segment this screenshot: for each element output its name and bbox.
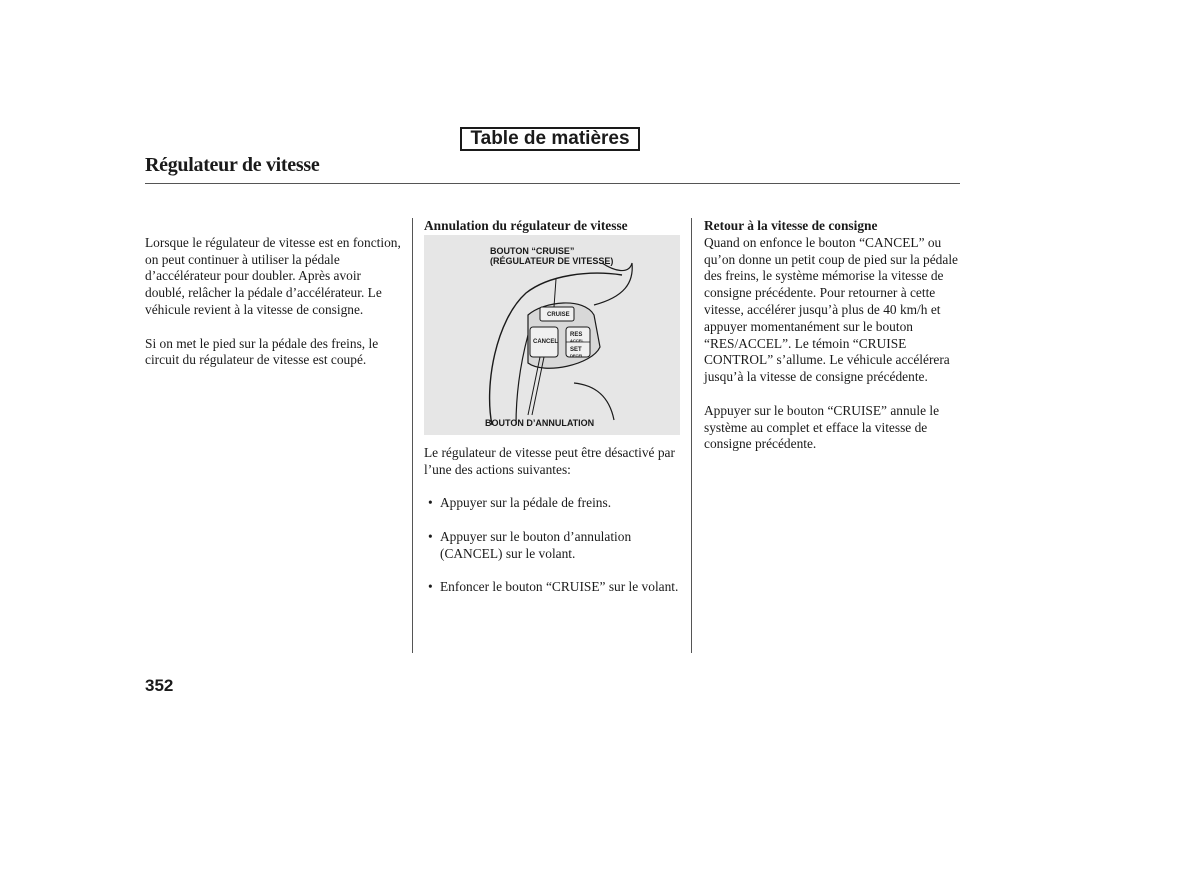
list-item: • Enfoncer le bouton “CRUISE” sur le volant. (424, 579, 682, 596)
col2-heading: Annulation du régulateur de vitesse (424, 218, 628, 233)
col3-heading: Retour à la vitesse de consigne (704, 218, 878, 233)
page-title: Régulateur de vitesse (145, 154, 320, 176)
column-3 (704, 218, 962, 453)
column-1 (145, 218, 403, 369)
col1-paragraph-2: Si on met le pied sur la pédale des freins, le circuit du régulateur de vitesse est coupé. (145, 335, 379, 368)
column-2 (424, 218, 682, 613)
list-item: • Appuyer sur la pédale de freins. (424, 495, 682, 512)
column-divider-left (412, 218, 413, 653)
cruise-button-label: BOUTON “CRUISE” (RÉGULATEUR DE VITESSE) (490, 245, 614, 266)
column-divider-right (691, 218, 692, 653)
title-divider (145, 183, 960, 184)
cruise-button-text: CRUISE (547, 311, 570, 318)
cancel-button-label: BOUTON D’ANNULATION (485, 417, 595, 428)
table-of-contents-button[interactable]: Table de matières (460, 127, 640, 151)
page-number: 352 (145, 676, 174, 695)
deactivation-list (424, 495, 682, 596)
res-button-subtext: ACCEL (570, 337, 584, 343)
col2-intro: Le régulateur de vitesse peut être désactivé par l’une des actions suivantes: (424, 444, 675, 477)
set-button-subtext: DECEL (570, 352, 584, 358)
res-button-text: RES (570, 331, 583, 338)
cancel-button-text: CANCEL (533, 338, 558, 345)
col3-paragraph-2: Appuyer sur le bouton “CRUISE” annule le système au complet et efface la vitesse de consigne précédente. (704, 402, 940, 452)
set-button-text: SET (570, 346, 582, 353)
col1-paragraph-1: Lorsque le régulateur de vitesse est en fonction, on peut continuer à utiliser la pédale d’accélérateur pour doubler. Après avoir doublé, relâcher la pédale d’accélérateur. Le véhicule revient à la vitesse de consigne. (145, 234, 401, 317)
col3-paragraph-1: Quand on enfonce le bouton “CANCEL” ou qu’on donne un petit coup de pied sur la pédale des freins, le système mémorise la vitesse de consigne précédente. Pour retourner à cette vitesse, accélérer jusqu’à plus de 40 km/h et appuyer momentanément sur le bouton “RES/ACCEL”. Le témoin “CRUISE CONTROL” s’allume. Le véhicule accélérera jusqu’à la vitesse de consigne précédente. (704, 234, 958, 385)
list-item: • Appuyer sur le bouton d’annulation (CANCEL) sur le volant. (424, 529, 682, 563)
steering-wheel-figure (424, 235, 680, 435)
